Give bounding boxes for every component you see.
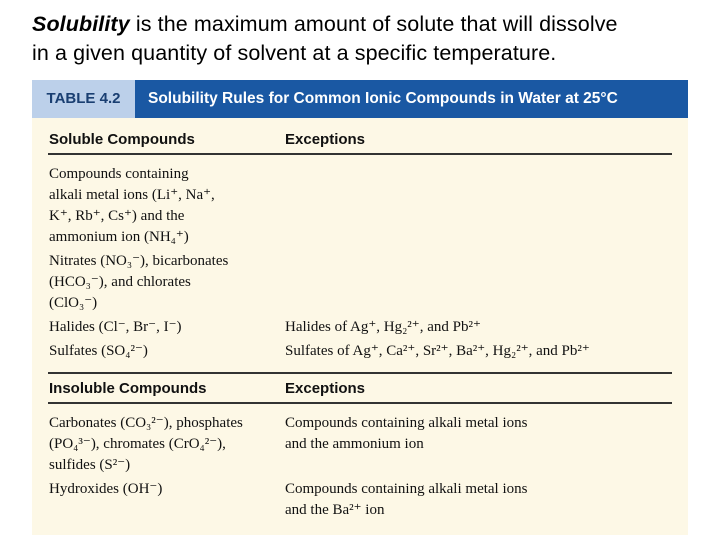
header-rule [48,153,672,155]
soluble-exceptions-header: Exceptions [285,131,366,148]
compound-line: (ClO₃⁻) [49,295,98,311]
intro-term: Solubility [32,12,130,36]
soluble-row-3-compound [49,317,181,338]
intro-text [32,10,712,68]
intro-definition-2: in a given quantity of solvent at a specific temperature. [32,41,557,65]
insoluble-row-1-exception [285,413,527,455]
table-label: TABLE 4.2 [32,80,135,118]
table-caption-bar [32,80,688,118]
soluble-row-4-compound [49,341,148,362]
compound-line: Sulfates (SO₄²⁻) [49,343,148,359]
compound-line: (PO₄³⁻), chromates (CrO₄²⁻), [49,436,226,452]
table-title: Solubility Rules for Common Ionic Compounds in Water at 25°C [148,90,618,107]
insoluble-row-2-exception [285,479,527,521]
exception-line: Compounds containing alkali metal ions [285,481,528,497]
compound-line: Nitrates (NO₃⁻), bicarbonates [49,253,229,269]
exception-line: and the Ba²⁺ ion [285,502,385,518]
soluble-row-2-compound [49,251,228,314]
soluble-header: Soluble Compounds [49,131,195,148]
exception-line: Compounds containing alkali metal ions [285,415,528,431]
compound-line: Compounds containing [49,166,189,182]
header-rule [48,402,672,404]
compound-line: ammonium ion (NH₄⁺) [49,229,189,245]
intro-definition-1: is the maximum amount of solute that will dissolve [129,12,618,36]
compound-line: (HCO₃⁻), and chlorates [49,274,191,290]
compound-line: sulfides (S²⁻) [49,457,131,473]
section-rule [48,372,672,374]
compound-line: alkali metal ions (Li⁺, Na⁺, [49,187,215,203]
soluble-row-1-compound [49,164,215,248]
exception-line: and the ammonium ion [285,436,424,452]
compound-line: Carbonates (CO₃²⁻), phosphates [49,415,243,431]
insoluble-header: Insoluble Compounds [49,380,207,397]
insoluble-row-1-compound [49,413,243,476]
compound-line: K⁺, Rb⁺, Cs⁺) and the [49,208,185,224]
compound-line: Halides (Cl⁻, Br⁻, I⁻) [49,319,182,335]
soluble-row-4-exception: Sulfates of Ag⁺, Ca²⁺, Sr²⁺, Ba²⁺, Hg₂²⁺, and Pb²⁺ [285,343,590,359]
soluble-row-3-exception: Halides of Ag⁺, Hg₂²⁺, and Pb²⁺ [285,319,481,335]
insoluble-exceptions-header: Exceptions [285,380,366,397]
compound-line: Hydroxides (OH⁻) [49,481,163,497]
insoluble-row-2-compound [49,479,162,500]
solubility-table [32,80,688,535]
